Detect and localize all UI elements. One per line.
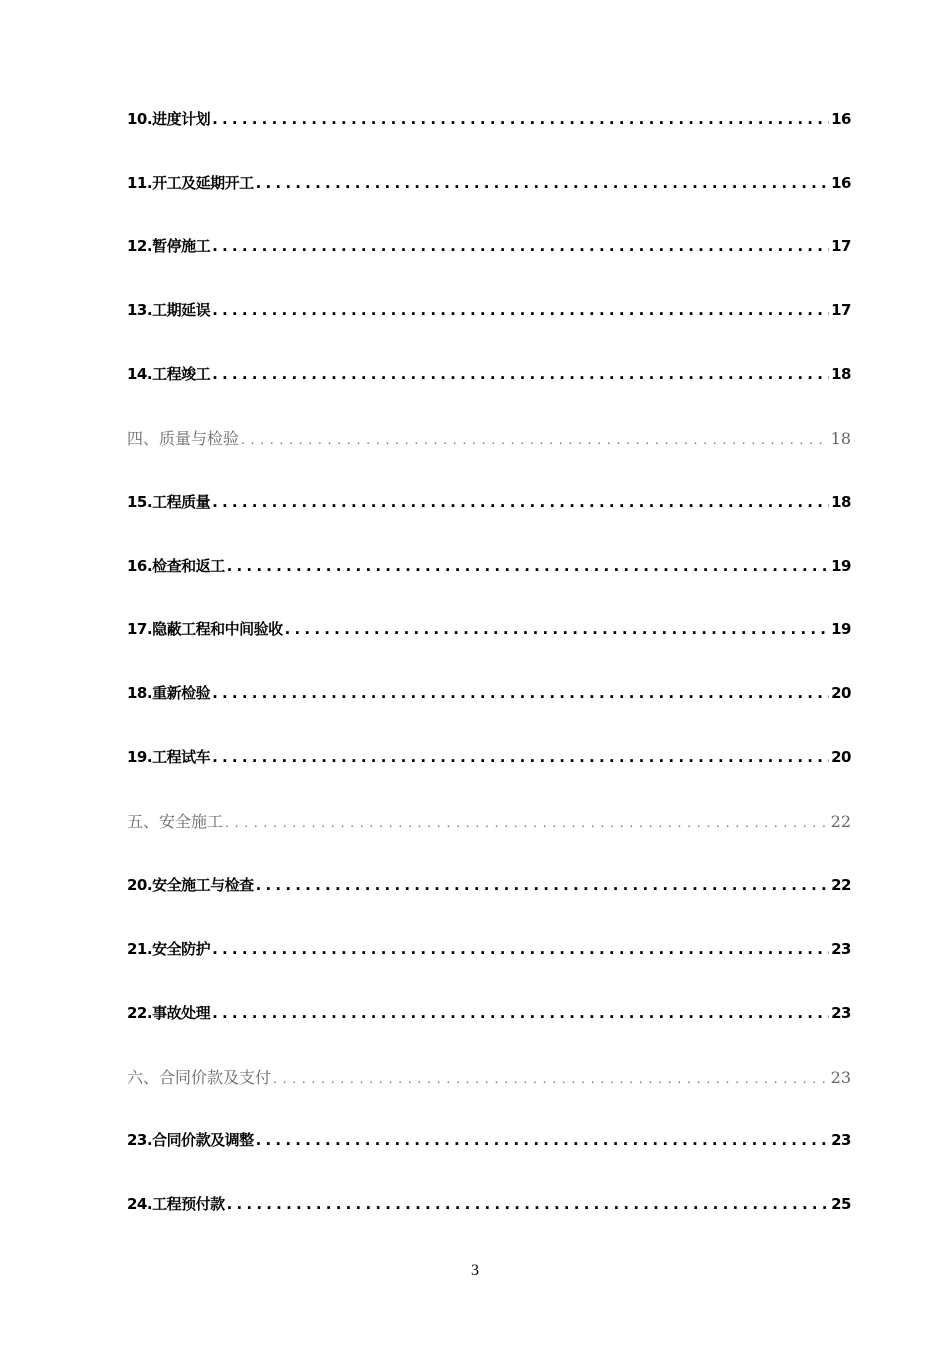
toc-dot-leader (212, 237, 829, 255)
toc-dot-leader (227, 557, 830, 575)
toc-entry-label: 10.进度计划 (127, 110, 211, 128)
toc-entry-label: 22.事故处理 (127, 1004, 211, 1022)
toc-entry[interactable] (127, 874, 851, 900)
toc-entry[interactable] (127, 746, 851, 772)
toc-dot-leader (273, 1068, 829, 1087)
toc-dot-leader (225, 812, 829, 831)
toc-entry-label: 14.工程竣工 (127, 365, 211, 383)
toc-entry-page: 22 (831, 876, 851, 894)
toc-dot-leader (212, 1004, 829, 1022)
toc-entry-label: 23.合同价款及调整 (127, 1131, 254, 1149)
toc-entry-page: 23 (831, 1131, 851, 1149)
toc-entry[interactable] (127, 682, 851, 708)
toc-entry-label: 21.安全防护 (127, 940, 211, 958)
toc-dot-leader (227, 1195, 830, 1213)
toc-dot-leader (212, 110, 829, 128)
toc-dot-leader (212, 301, 829, 319)
toc-entry-page: 23 (831, 1004, 851, 1022)
toc-entry-page: 17 (831, 237, 851, 255)
toc-entry-page: 22 (830, 812, 851, 831)
toc-chapter-label: 六、合同价款及支付 (127, 1068, 272, 1087)
toc-entry-page: 16 (831, 110, 851, 128)
toc-entry-page: 18 (831, 365, 851, 383)
toc-chapter-label: 四、质量与检验 (127, 429, 240, 448)
toc-entry-page: 17 (831, 301, 851, 319)
toc-entry[interactable] (127, 172, 851, 198)
toc-entry-page: 23 (831, 940, 851, 958)
toc-entry-label: 19.工程试车 (127, 748, 211, 766)
toc-entry-page: 20 (831, 748, 851, 766)
toc-entry[interactable] (127, 618, 851, 644)
toc-entry-label: 12.暂停施工 (127, 237, 211, 255)
page-number: 3 (471, 1262, 479, 1279)
toc-entry-page: 18 (831, 493, 851, 511)
toc-dot-leader (256, 876, 830, 894)
table-of-contents (127, 0, 851, 1345)
toc-entry-page: 20 (831, 684, 851, 702)
toc-entry[interactable] (127, 1193, 851, 1219)
toc-chapter-entry[interactable] (127, 426, 851, 452)
toc-entry-page: 19 (831, 620, 851, 638)
toc-dot-leader (241, 429, 829, 448)
toc-dot-leader (212, 684, 829, 702)
toc-entry[interactable] (127, 491, 851, 517)
toc-entry-label: 20.安全施工与检查 (127, 876, 254, 894)
toc-chapter-entry[interactable] (127, 809, 851, 835)
toc-entry-label: 13.工期延误 (127, 301, 211, 319)
toc-entry[interactable] (127, 1129, 851, 1155)
toc-dot-leader (256, 1131, 830, 1149)
toc-dot-leader (212, 493, 829, 511)
toc-entry[interactable] (127, 108, 851, 134)
toc-entry[interactable] (127, 555, 851, 581)
toc-entry-label: 15.工程质量 (127, 493, 211, 511)
toc-entry[interactable] (127, 235, 851, 261)
toc-entry-label: 11.开工及延期开工 (127, 174, 254, 192)
toc-chapter-entry[interactable] (127, 1065, 851, 1091)
toc-entry-page: 18 (830, 429, 851, 448)
toc-entry-page: 19 (831, 557, 851, 575)
toc-entry[interactable] (127, 1002, 851, 1028)
toc-entry-label: 24.工程预付款 (127, 1195, 225, 1213)
toc-entry-label: 17.隐蔽工程和中间验收 (127, 620, 283, 638)
toc-chapter-label: 五、安全施工 (127, 812, 224, 831)
toc-entry[interactable] (127, 299, 851, 325)
toc-dot-leader (256, 174, 830, 192)
toc-dot-leader (285, 620, 830, 638)
toc-entry-label: 18.重新检验 (127, 684, 211, 702)
toc-entry[interactable] (127, 363, 851, 389)
toc-entry-page: 16 (831, 174, 851, 192)
toc-dot-leader (212, 748, 829, 766)
toc-entry-page: 23 (830, 1068, 851, 1087)
toc-dot-leader (212, 940, 829, 958)
toc-entry[interactable] (127, 938, 851, 964)
toc-entry-label: 16.检查和返工 (127, 557, 225, 575)
toc-entry-page: 25 (831, 1195, 851, 1213)
toc-dot-leader (212, 365, 829, 383)
